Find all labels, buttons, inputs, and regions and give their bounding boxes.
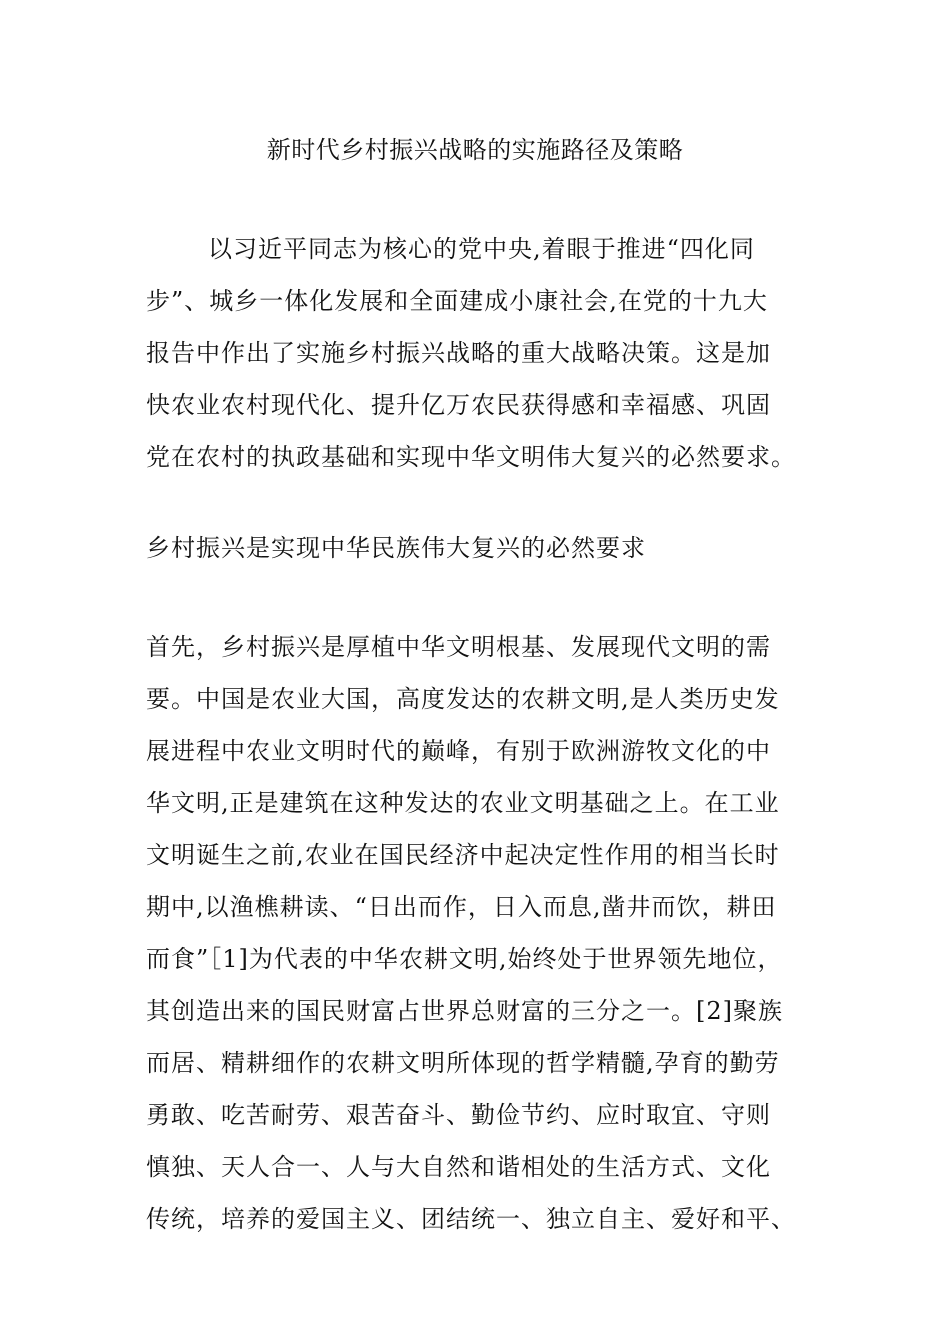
paragraph-line: 而食”［1]为代表的中华农耕文明,始终处于世界领先地位， — [146, 945, 783, 973]
paragraph-line: 展进程中农业文明时代的巅峰，有别于欧洲游牧文化的中 — [146, 737, 771, 765]
paragraph-line: 党在农村的执政基础和实现中华文明伟大复兴的必然要求。 — [146, 443, 796, 471]
paragraph-line: 以习近平同志为核心的党中央,着眼于推进“四化同 — [208, 235, 755, 263]
paragraph-line: 而居、精耕细作的农耕文明所体现的哲学精髓,孕育的勤劳 — [146, 1049, 780, 1077]
paragraph-line: 勇敢、吃苦耐劳、艰苦奋斗、勤俭节约、应时取宜、守则 — [146, 1101, 771, 1129]
paragraph-line: 期中,以渔樵耕读、“日出而作，日入而息,凿井而饮，耕田 — [146, 893, 777, 921]
paragraph-line: 华文明,正是建筑在这种发达的农业文明基础之上。在工业 — [146, 789, 780, 817]
section-heading — [146, 522, 811, 574]
document-title: 新时代乡村振兴战略的实施路径及策略 — [266, 136, 684, 164]
paragraph-line: 慎独、天人合一、人与大自然和谐相处的生活方式、文化 — [146, 1153, 771, 1181]
paragraph-line: 传统，培养的爱国主义、团结统一、独立自主、爱好和平、 — [146, 1205, 796, 1233]
paragraph-line: 要。中国是农业大国，高度发达的农耕文明,是人类历史发 — [146, 685, 780, 713]
intro-paragraph — [146, 223, 811, 483]
paragraph-line: 步”、城乡一体化发展和全面建成小康社会,在党的十九大 — [146, 287, 768, 315]
paragraph-line: 首先，乡村振兴是厚植中华文明根基、发展现代文明的需 — [146, 633, 771, 661]
paragraph-line: 报告中作出了实施乡村振兴战略的重大战略决策。这是加 — [146, 339, 771, 367]
section-heading-text: 乡村振兴是实现中华民族伟大复兴的必然要求 — [146, 534, 646, 562]
paragraph-line: 文明诞生之前,农业在国民经济中起决定性作用的相当长时 — [146, 841, 780, 869]
paragraph-line: 快农业农村现代化、提升亿万农民获得感和幸福感、巩固 — [146, 391, 771, 419]
paragraph-line: 其创造出来的国民财富占世界总财富的三分之一。[2]聚族 — [146, 997, 783, 1025]
body-paragraph — [146, 621, 811, 1245]
